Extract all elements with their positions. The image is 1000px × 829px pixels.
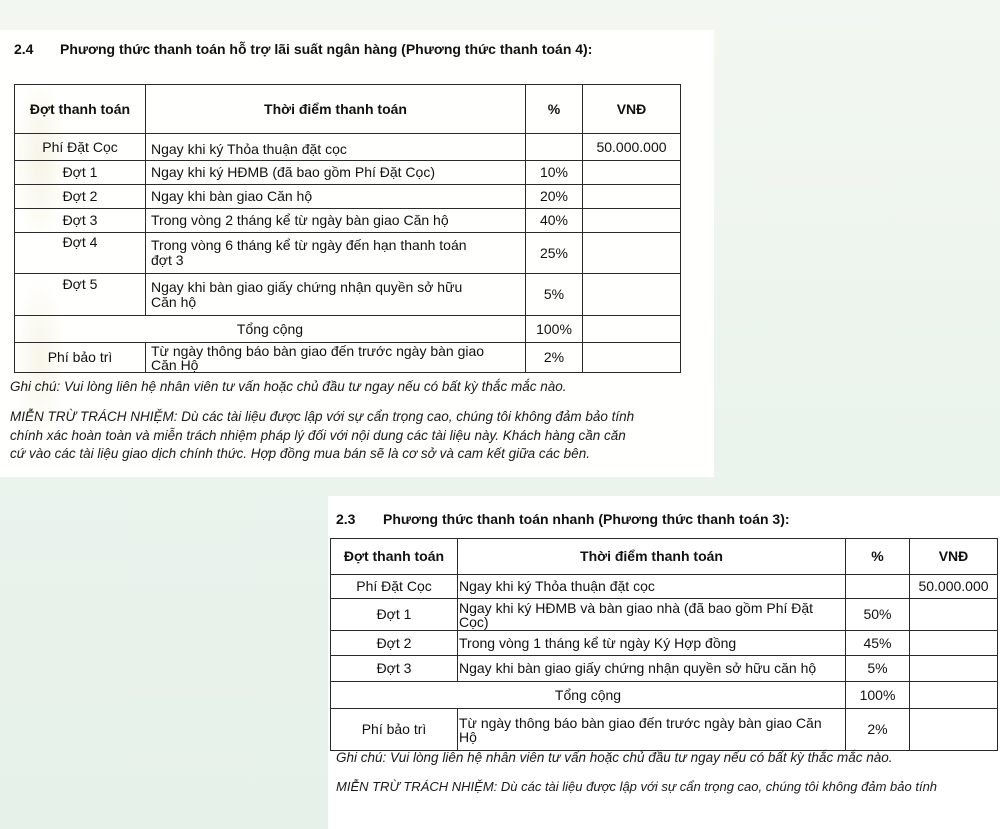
cell-vnd [910, 682, 998, 709]
section-title: Phương thức thanh toán nhanh (Phương thức thanh toán 3): [383, 511, 790, 527]
cell-time: Trong vòng 1 tháng kể từ ngày Ký Hợp đồng [458, 631, 846, 656]
payment-method-4-card [0, 30, 714, 477]
table-row [331, 656, 998, 682]
table-maintenance-row [15, 343, 681, 373]
header-vnd: VNĐ [910, 539, 998, 575]
table-row [331, 575, 998, 599]
cell-percent [846, 575, 910, 599]
cell-phase: Phí bảo trì [15, 343, 146, 373]
header-time: Thời điểm thanh toán [146, 85, 526, 134]
table-row [15, 233, 681, 274]
table-maintenance-row [331, 709, 998, 751]
cell-phase: Đợt 3 [331, 656, 458, 682]
cell-time: Ngay khi ký Thỏa thuận đặt cọc [458, 575, 846, 599]
cell-time-line: Căn hộ [151, 293, 197, 310]
total-label: Tổng cộng [15, 316, 526, 343]
cell-time: Ngay khi ký Thỏa thuận đặt cọc [146, 134, 526, 161]
cell-phase: Phí Đặt Cọc [331, 575, 458, 599]
header-percent: % [526, 85, 583, 134]
table-row [331, 631, 998, 656]
cell-vnd [910, 599, 998, 631]
payment-schedule-table [14, 84, 681, 373]
section-heading [336, 511, 790, 527]
payment-method-3-card [328, 496, 1000, 829]
table-row [15, 161, 681, 185]
cell-time [458, 709, 846, 751]
payment-schedule-table [330, 538, 998, 751]
disclaimer-text [10, 408, 634, 464]
cell-time: Trong vòng 2 tháng kể từ ngày bàn giao Căn hộ [146, 209, 526, 233]
table-header-row [15, 85, 681, 134]
cell-phase: Đợt 3 [15, 209, 146, 233]
cell-vnd [583, 343, 681, 373]
cell-percent: 40% [526, 209, 583, 233]
cell-time-line: Hộ [459, 728, 477, 745]
cell-phase: Đợt 4 [15, 233, 146, 274]
cell-phase: Đợt 1 [331, 599, 458, 631]
table-total-row [15, 316, 681, 343]
cell-vnd [583, 161, 681, 185]
section-heading [14, 41, 592, 57]
cell-vnd: 50.000.000 [910, 575, 998, 599]
cell-vnd: 50.000.000 [583, 134, 681, 161]
cell-vnd [910, 656, 998, 682]
cell-time [146, 274, 526, 316]
cell-phase: Phí bảo trì [331, 709, 458, 751]
cell-time-line: Cọc) [459, 613, 489, 630]
cell-percent: 25% [526, 233, 583, 274]
cell-time-line: đợt 3 [151, 252, 184, 268]
header-percent: % [846, 539, 910, 575]
disclaimer-line: chính xác hoàn toàn và miễn trách nhiệm pháp lý đối với nội dung các tài liệu này. Khách hàng cần căn [10, 427, 626, 443]
disclaimer-line: MIỄN TRỪ TRÁCH NHIỆM: Dù các tài liệu được lập với sự cẩn trọng cao, chúng tôi không đảm bảo tính [10, 409, 635, 424]
table-header-row [331, 539, 998, 575]
cell-percent: 2% [526, 343, 583, 373]
disclaimer-line: cứ vào các tài liệu giao dịch chính thức. Hợp đồng mua bán sẽ là cơ sở và cam kết giữa các bên. [10, 446, 590, 461]
cell-vnd [910, 631, 998, 656]
cell-vnd [583, 233, 681, 274]
cell-vnd [583, 209, 681, 233]
cell-phase: Đợt 2 [331, 631, 458, 656]
cell-percent: 50% [846, 599, 910, 631]
cell-time-line: Từ ngày thông báo bàn giao đến trước ngày bàn giao Căn [459, 714, 822, 731]
header-phase: Đợt thanh toán [15, 85, 146, 134]
cell-vnd [583, 185, 681, 209]
table-row [15, 209, 681, 233]
cell-time-line: Từ ngày thông báo bàn giao đến trước ngày bàn giao [151, 342, 485, 359]
cell-time: Ngay khi bàn giao Căn hộ [146, 185, 526, 209]
cell-percent: 2% [846, 709, 910, 751]
cell-time-line: Ngay khi ký HĐMB và bàn giao nhà (đã bao gồm Phí Đặt [459, 599, 814, 616]
cell-phase: Đợt 1 [15, 161, 146, 185]
section-number: 2.4 [14, 41, 34, 57]
cell-percent [526, 134, 583, 161]
cell-time [458, 599, 846, 631]
table-row [15, 185, 681, 209]
cell-time-line: Ngay khi bàn giao giấy chứng nhận quyền sở hữu [151, 278, 463, 295]
table-row [15, 134, 681, 161]
cell-percent: 5% [846, 656, 910, 682]
section-title: Phương thức thanh toán hỗ trợ lãi suất ngân hàng (Phương thức thanh toán 4): [60, 41, 593, 57]
total-label: Tổng cộng [331, 682, 846, 709]
header-phase: Đợt thanh toán [331, 539, 458, 575]
table-total-row [331, 682, 998, 709]
disclaimer-text: MIỄN TRỪ TRÁCH NHIỆM: Dù các tài liệu được lập với sự cẩn trọng cao, chúng tôi không đảm bảo tính [336, 779, 938, 794]
cell-time: Ngay khi bàn giao giấy chứng nhận quyền sở hữu căn hộ [458, 656, 846, 682]
cell-vnd [910, 709, 998, 751]
cell-percent: 45% [846, 631, 910, 656]
cell-vnd [583, 274, 681, 316]
note-text: Ghi chú: Vui lòng liên hệ nhân viên tư vấn hoặc chủ đầu tư ngay nếu có bất kỳ thắc mắc nào. [336, 750, 893, 765]
note-text: Ghi chú: Vui lòng liên hệ nhân viên tư vấn hoặc chủ đầu tư ngay nếu có bất kỳ thắc mắc nào. [10, 379, 567, 394]
cell-phase: Phí Đặt Cọc [15, 134, 146, 161]
total-percent: 100% [846, 682, 910, 709]
header-time: Thời điểm thanh toán [458, 539, 846, 575]
cell-time-line: Trong vòng 6 tháng kể từ ngày đến hạn thanh toán [151, 237, 467, 253]
cell-phase: Đợt 2 [15, 185, 146, 209]
cell-percent: 10% [526, 161, 583, 185]
cell-time [146, 233, 526, 274]
cell-percent: 20% [526, 185, 583, 209]
total-percent: 100% [526, 316, 583, 343]
table-row [15, 274, 681, 316]
cell-time [146, 343, 526, 373]
header-vnd: VNĐ [583, 85, 681, 134]
table-row [331, 599, 998, 631]
cell-time-line: Căn Hộ [151, 356, 199, 373]
cell-phase: Đợt 5 [15, 274, 146, 316]
cell-percent: 5% [526, 274, 583, 316]
section-number: 2.3 [336, 511, 356, 527]
cell-vnd [583, 316, 681, 343]
cell-time: Ngay khi ký HĐMB (đã bao gồm Phí Đặt Cọc) [146, 161, 526, 185]
